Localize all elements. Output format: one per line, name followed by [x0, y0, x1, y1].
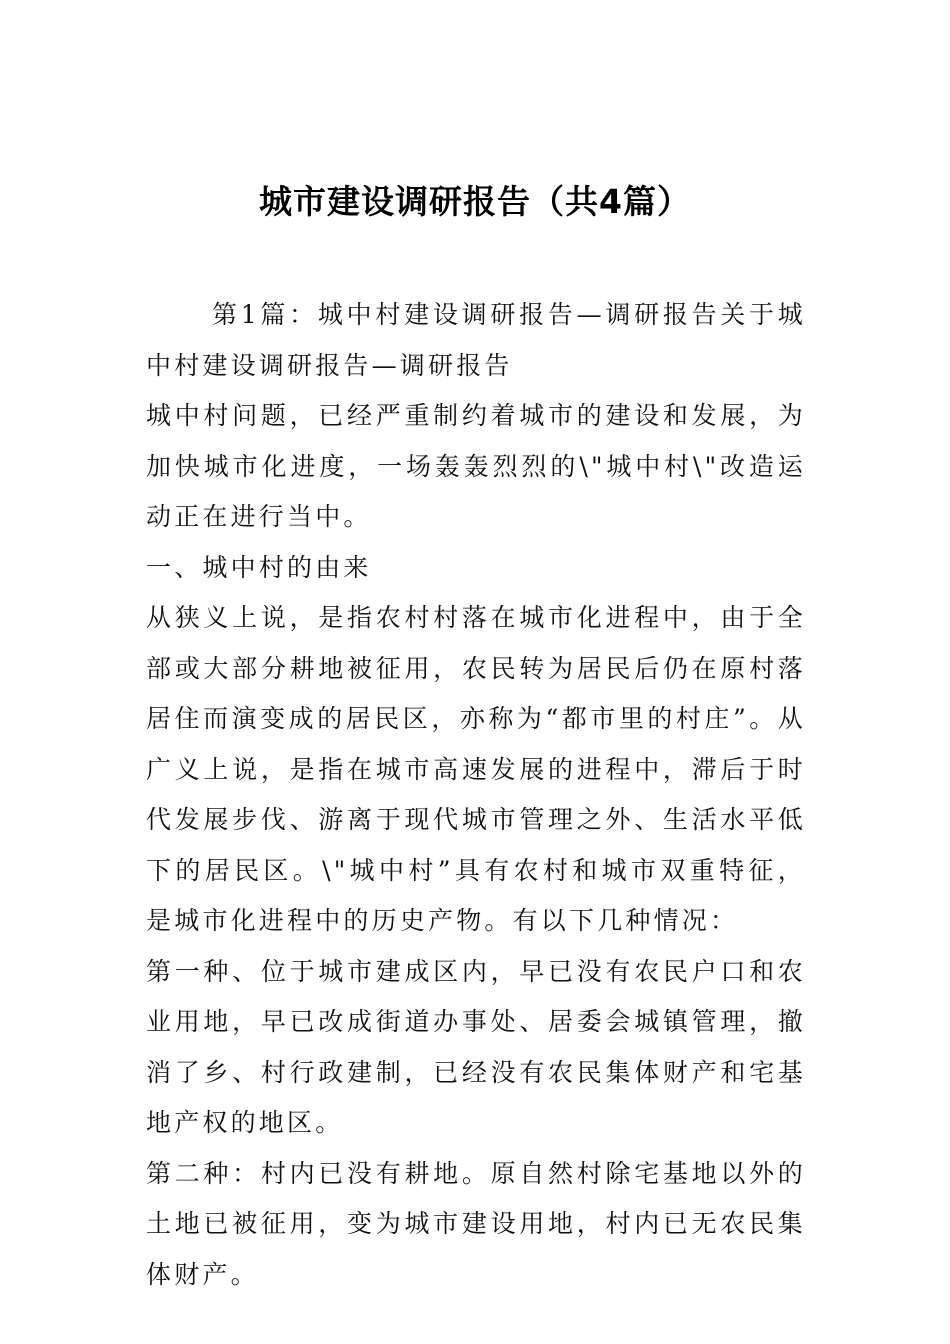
document-body — [146, 290, 806, 1300]
paragraph-type-two: 第二种：村内已没有耕地。原自然村除宅基地以外的土地已被征用，变为城市建设用地，村内已无农民集体财产。 — [146, 1158, 806, 1289]
document-title: 城市建设调研报告（共4篇） — [259, 182, 691, 222]
paragraph-subheading-origin: 一、城中村的由来 — [146, 552, 372, 582]
paragraph-section-heading: 第1篇：城中村建设调研报告—调研报告关于城中村建设调研报告—调研报告 — [146, 300, 806, 380]
paragraph-definition: 从狭义上说，是指农村村落在城市化进程中，由于全部或大部分耕地被征用，农民转为居民后仍在原村落居住而演变成的居民区，亦称为“都市里的村庄”。从广义上说，是指在城市高速发展的进程中，滞后于时代发展步伐、游离于现代城市管理之外、生活水平低下的居民区。\"城中村”具有农村和城市双重特征，是城市化进程中的历史产物。有以下几种情况： — [146, 603, 806, 935]
paragraph-intro: 城中村问题，已经严重制约着城市的建设和发展，为加快城市化进度，一场轰轰烈烈的\"城中村\"改造运动正在进行当中。 — [146, 401, 806, 531]
paragraph-type-one: 第一种、位于城市建成区内，早已没有农民户口和农业用地，早已改成街道办事处、居委会城镇管理，撤消了乡、村行政建制，已经没有农民集体财产和宅基地产权的地区。 — [146, 956, 806, 1137]
